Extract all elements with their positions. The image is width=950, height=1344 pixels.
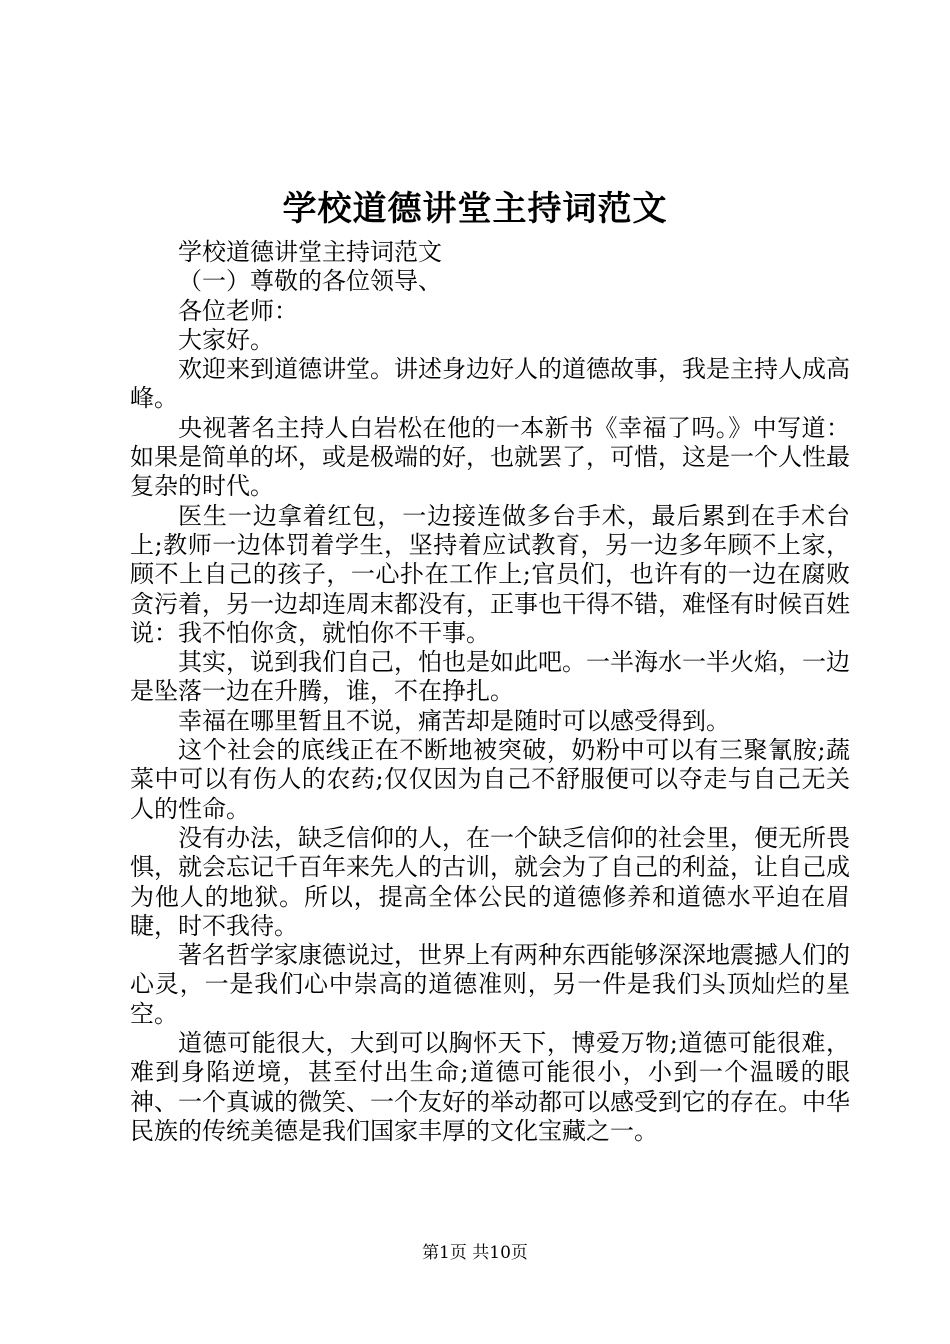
paragraph: 没有办法，缺乏信仰的人，在一个缺乏信仰的社会里，便无所畏惧，就会忘记千百年来先人的古训，就会为了自己的利益，让自己成为他人的地狱。所以，提高全体公民的道德修养和道德水平迫在眉睫，时不我待。 [130, 823, 850, 940]
paragraph: 道德可能很大，大到可以胸怀天下，博爱万物;道德可能很难，难到身陷逆境，甚至付出生命;道德可能很小，小到一个温暖的眼神、一个真诚的微笑、一个友好的举动都可以感受到它的存在。中华民族的传统美德是我们国家丰厚的文化宝藏之一。 [130, 1029, 850, 1145]
page-footer: 第1页 共10页 [422, 1243, 528, 1263]
paragraph: （一）尊敬的各位领导、 [178, 267, 442, 296]
paragraph: 欢迎来到道德讲堂。讲述身边好人的道德故事，我是主持人成高峰。 [130, 355, 850, 413]
paragraph: 学校道德讲堂主持词范文 [178, 238, 442, 266]
document-body [130, 238, 850, 1146]
paragraph: 医生一边拿着红包，一边接连做多台手术，最后累到在手术台上;教师一边体罚着学生，坚持着应试教育，另一边多年顾不上家，顾不上自己的孩子，一心扑在工作上;官员们，也许有的一边在腐败贪污着，另一边却连周末都没有，正事也干得不错，难怪有时候百姓说：我不怕你贪，就怕你不干事。 [130, 501, 850, 647]
paragraph: 著名哲学家康德说过，世界上有两种东西能够深深地震撼人们的心灵，一是我们心中崇高的道德准则，另一件是我们头顶灿烂的星空。 [130, 941, 850, 1028]
paragraph: 幸福在哪里暂且不说，痛苦却是随时可以感受得到。 [178, 706, 730, 735]
paragraph: 各位老师： [178, 296, 298, 325]
paragraph: 这个社会的底线正在不断地被突破，奶粉中可以有三聚氰胺;蔬菜中可以有伤人的农药;仅仅因为自己不舒服便可以夺走与自己无关人的性命。 [130, 736, 850, 823]
paragraph: 其实，说到我们自己，怕也是如此吧。一半海水一半火焰，一边是坠落一边在升腾，谁，不在挣扎。 [130, 648, 850, 706]
paragraph: 央视著名主持人白岩松在他的一本新书《幸福了吗。》中写道：如果是简单的坏，或是极端的好，也就罢了，可惜，这是一个人性最复杂的时代。 [130, 413, 850, 501]
paragraph: 大家好。 [178, 325, 274, 354]
document-title: 学校道德讲堂主持词范文 [282, 189, 668, 229]
